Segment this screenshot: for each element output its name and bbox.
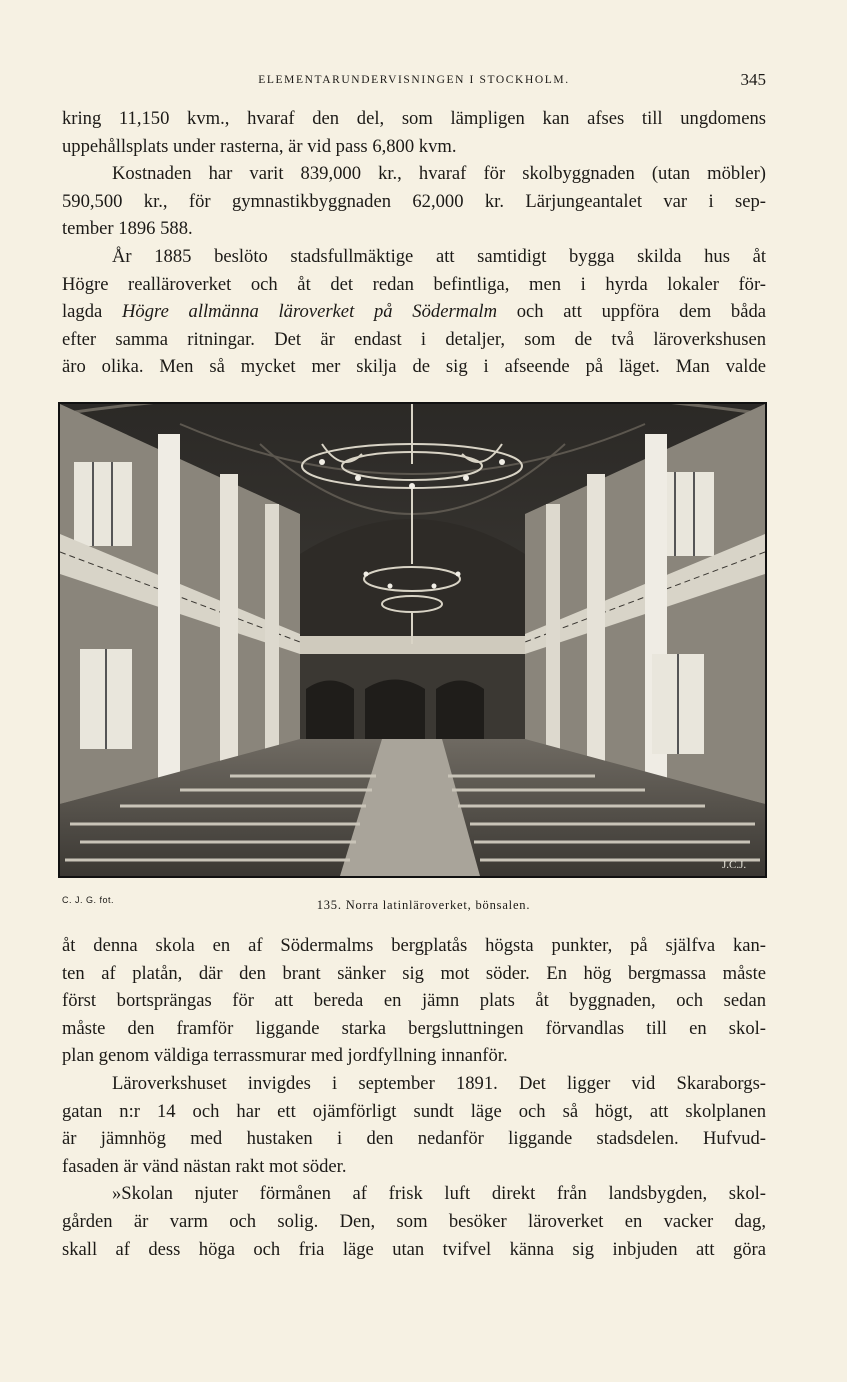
text-line: åt denna skola en af Södermalms bergplatås högsta punkter, på själfva kan-: [62, 935, 766, 956]
text-line: Kostnaden har varit 839,000 kr., hvaraf för skolbyggnaden (utan möbler): [112, 163, 766, 185]
paragraph: [62, 243, 766, 381]
text-line: »Skolan njuter förmånen af frisk luft direkt från landsbygden, skol-: [112, 1183, 766, 1205]
italic-word: på: [373, 301, 393, 323]
paragraph: [62, 1180, 766, 1263]
paragraph: [62, 160, 766, 243]
hall-engraving: [60, 404, 765, 876]
text-line: tember 1896 588.: [62, 218, 193, 240]
artist-signature: J.C.J.: [722, 859, 747, 871]
text-line: äro olika. Men så mycket mer skilja de sig i afseende på läget. Man valde: [62, 356, 766, 378]
italic-place: Södermalm: [412, 301, 497, 323]
text-line: År 1885 beslöto stadsfullmäktige att samtidigt bygga skilda hus åt: [112, 245, 766, 267]
text-line: Högre realläroverket och åt det redan befintliga, men i hyrda lokaler för-: [62, 273, 766, 295]
text-line: plan genom väldiga terrassmurar med jordfyllning innanför.: [62, 1045, 508, 1067]
text-line: efter samma ritningar. Det är endast i detaljer, som de två läroverkshusen: [62, 328, 766, 350]
page-number: 345: [740, 70, 766, 89]
text-line: är jämnhög med hustaken i den nedanför liggande stadsdelen. Hufvud-: [62, 1128, 766, 1150]
text-line: gården är varm och solig. Den, som besöker läroverket en vacker dag,: [62, 1210, 766, 1232]
text-line: 590,500 kr., för gymnastikbyggnaden 62,000 kr. Lärjungeantalet var i sep-: [62, 190, 766, 212]
photo-credit: C. J. G. fot.: [62, 895, 115, 905]
paragraph: [62, 105, 766, 160]
text-line: uppehållsplats under rasterna, är vid pass 6,800 kvm.: [62, 135, 457, 157]
bottom-text-block: [62, 932, 766, 1263]
paragraph: [62, 932, 766, 1070]
text-line: först bortsprängas för att bereda en jämn plats åt byggnaden, och sedan: [62, 990, 766, 1012]
running-head: [62, 70, 766, 92]
text-line: gatan n:r 14 och har ett ojämförligt sundt läge och så högt, att skolplanen: [62, 1100, 766, 1122]
italic-title: Högre allmänna läroverket: [122, 301, 355, 323]
text-line-with-italics: [62, 298, 766, 326]
text-line: ten af platån, där den brant sänker sig mot söder. En hög bergmassa måste: [62, 962, 766, 984]
running-title: ELEMENTARUNDERVISNINGEN I STOCKHOLM.: [258, 74, 570, 86]
text-line: måste den framför liggande starka bergsluttningen förvandlas till en skol-: [62, 1017, 766, 1039]
hall-photograph: [58, 402, 767, 878]
text-run: lagda: [62, 301, 103, 323]
text-run: och att uppföra dem båda: [516, 301, 766, 323]
paragraph: [62, 1070, 766, 1180]
text-line: fasaden är vänd nästan rakt mot söder.: [62, 1155, 347, 1177]
text-line: skall af dess höga och fria läge utan tvifvel känna sig inbjuden att göra: [62, 1238, 766, 1260]
text-line: Läroverkshuset invigdes i september 1891. Det ligger vid Skaraborgs-: [112, 1072, 766, 1094]
top-text-block: [62, 105, 766, 381]
figure-caption: 135. Norra latinläroverket, bönsalen.: [316, 898, 531, 912]
text-line: kring 11,150 kvm., hvaraf den del, som lämpligen kan afses till ungdomens: [62, 108, 766, 129]
